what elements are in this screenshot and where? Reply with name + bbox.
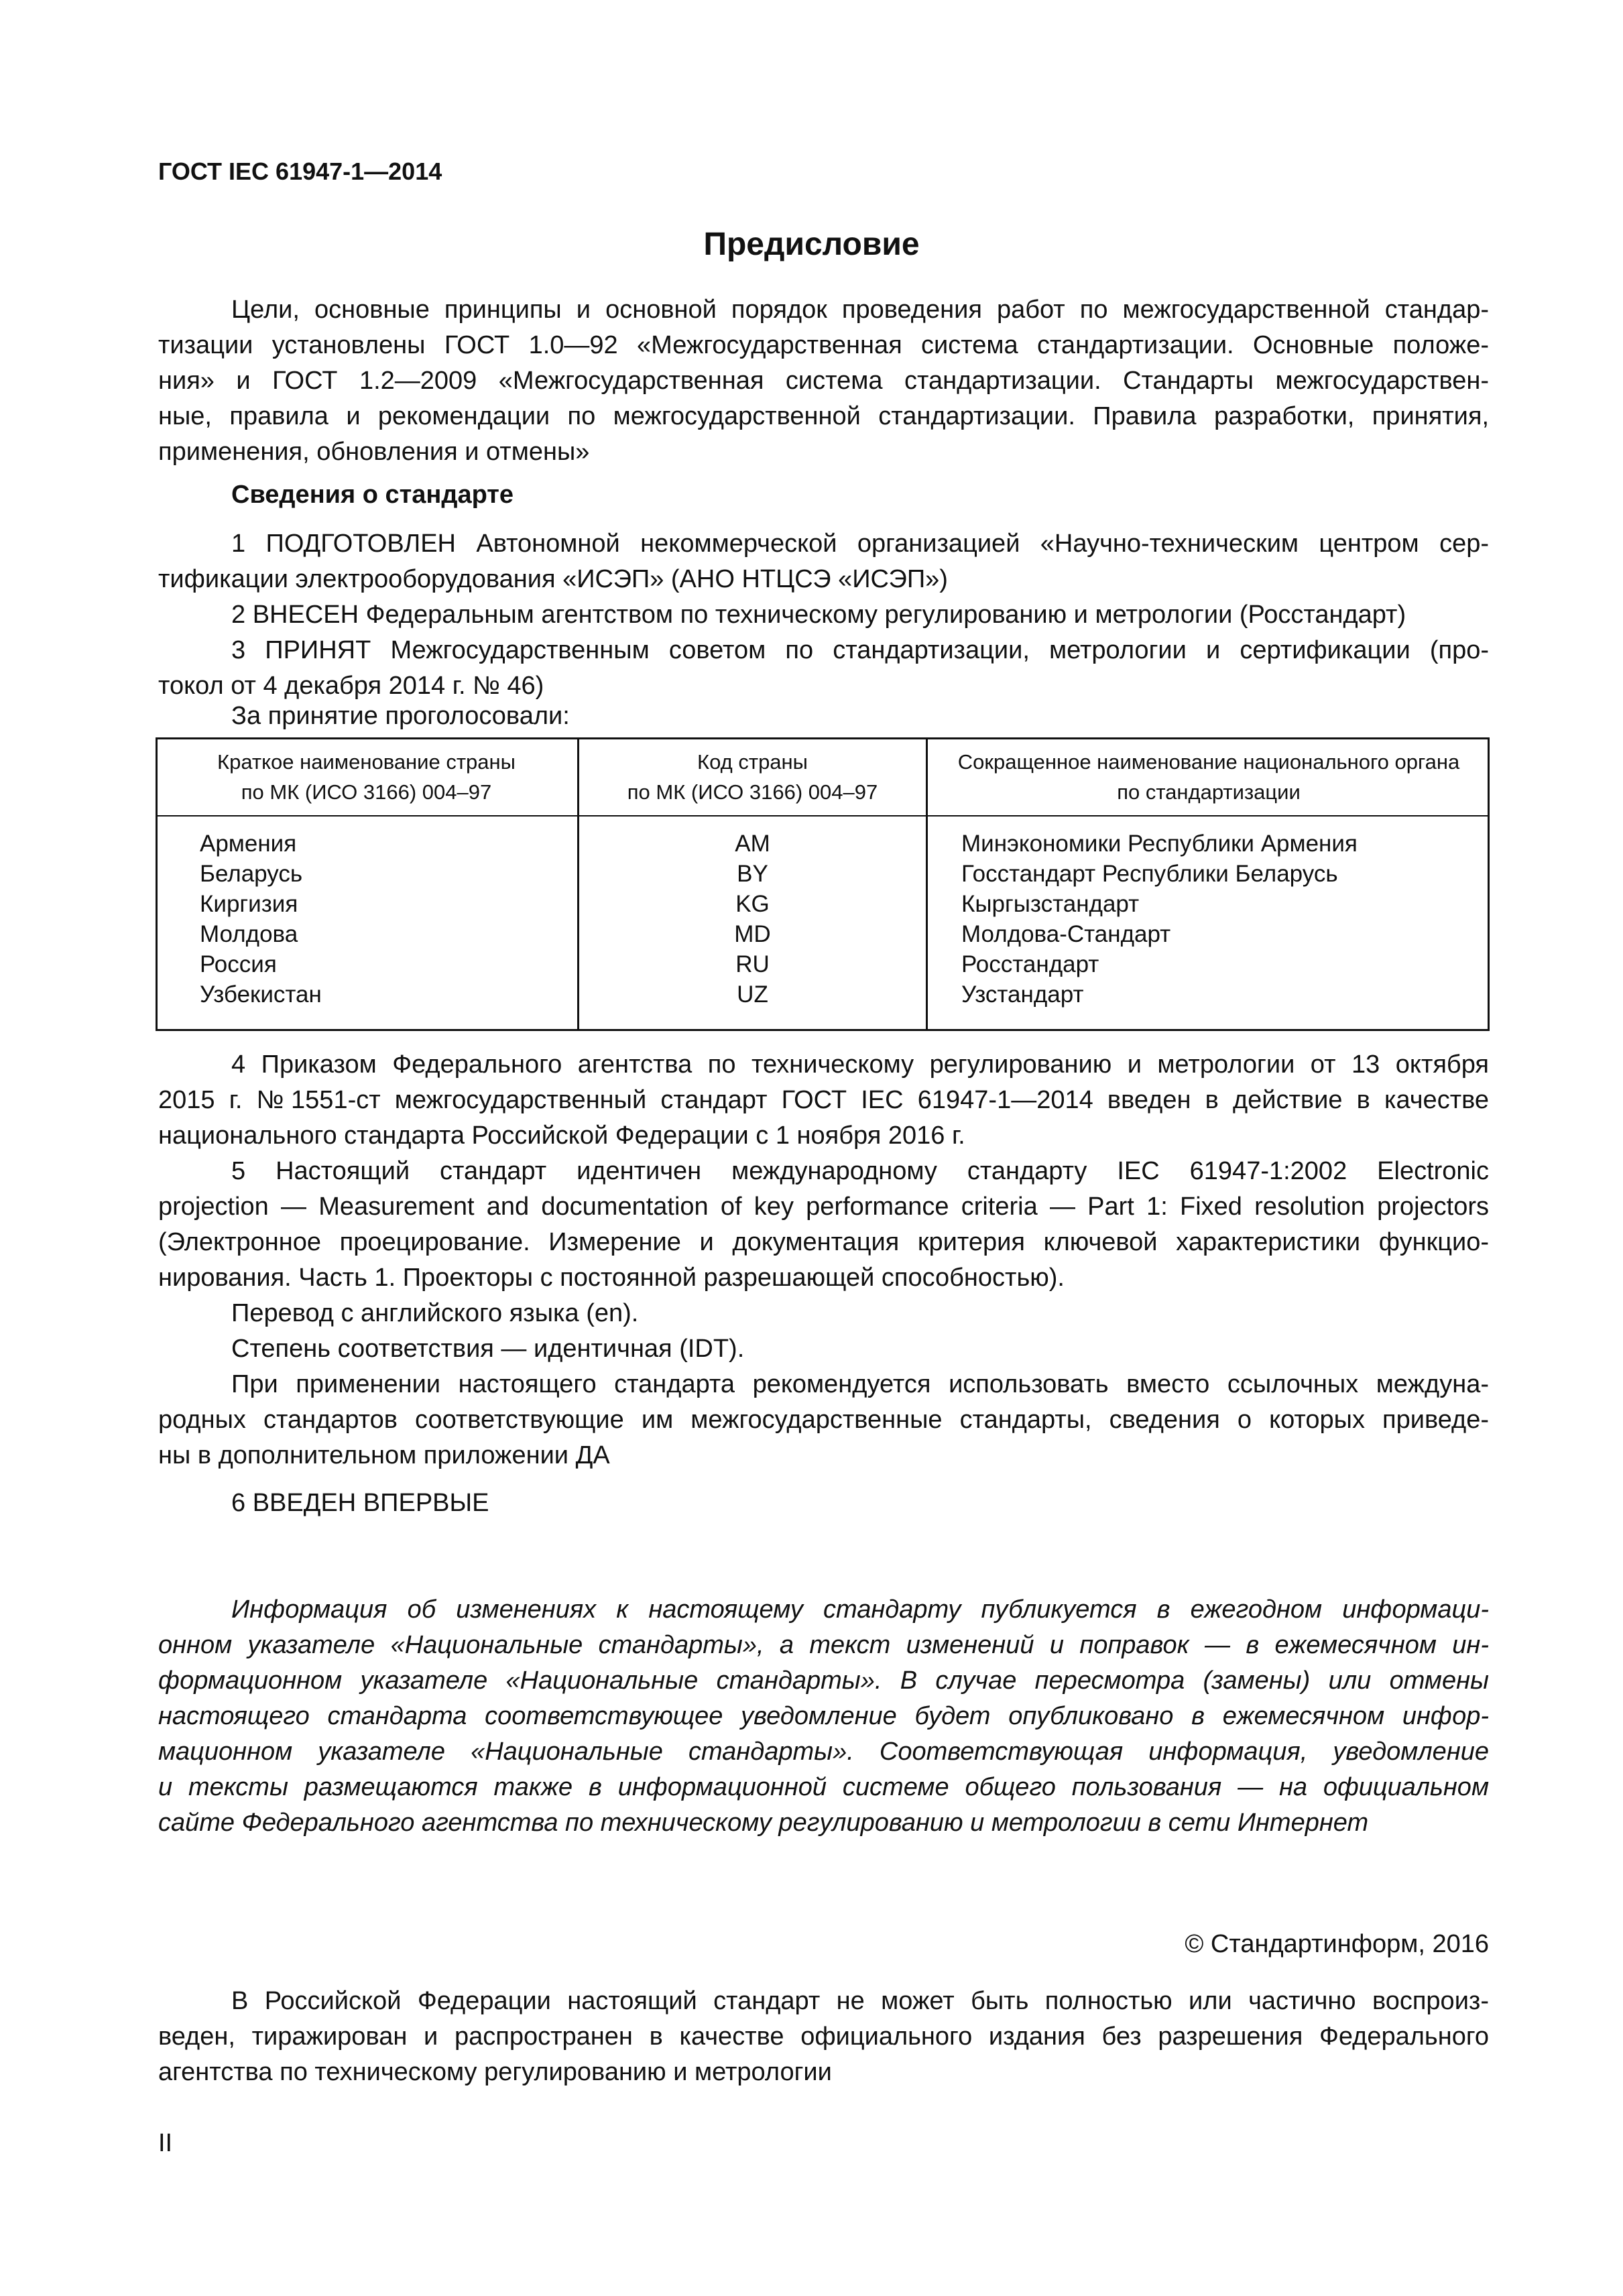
info-line: ны в дополнительном приложении ДА [158,1441,610,1469]
info-line: родных стандартов соответствующие им межгосударственные стандарты, сведения о которых приведе- [158,1406,1489,1434]
table-cell-body: Госстандарт Республики Беларусь [961,861,1338,887]
table-cell-body: Молдова-Стандарт [961,921,1171,947]
table-header-cell: Краткое наименование страны [217,750,516,774]
table-cell-country: Киргизия [200,891,298,917]
info-line: 1 ПОДГОТОВЛЕН Автономной некоммерческой организацией «Научно-техническим центром сер- [231,530,1489,558]
info-line: Перевод с английского языка (en). [231,1299,639,1327]
info-line: национального стандарта Российской Федерации с 1 ноября 2016 г. [158,1122,965,1150]
page-title: Предисловие [703,227,920,262]
info-line: За принятие проголосовали: [231,702,570,730]
notice-line: формационном указателе «Национальные стандарты». В случае пересмотра (замены) или отмены [158,1667,1489,1695]
table-header-cell: Код страны [697,750,808,774]
info-line: 5 Настоящий стандарт идентичен международному стандарту IEC 61947-1:2002 Electronic [231,1157,1489,1185]
notice-line: мационном указателе «Национальные стандарты». Соответствующая информация, уведомление [158,1738,1489,1766]
intro-line: ния» и ГОСТ 1.2—2009 «Межгосударственная система стандартизации. Стандарты межгосударствен- [158,367,1489,395]
info-line: 2015 г. №1551-ст межгосударственный стандарт ГОСТ IEC 61947-1—2014 введен в действие в качестве [158,1086,1489,1114]
table-header-cell: по стандартизации [1117,780,1301,804]
legal-line: агентства по техническому регулированию и метрологии [158,2058,832,2086]
table-cell-body: Минэкономики Республики Армения [961,831,1358,857]
intro-line: тизации установлены ГОСТ 1.0—92 «Межгосударственная система стандартизации. Основные положе- [158,331,1489,359]
table-header-divider [156,815,1490,817]
table-header-cell: по МК (ИСО 3166) 004–97 [241,780,492,804]
table-cell-code: RU [735,951,770,977]
table-cell-code: AM [735,831,770,857]
table-cell-body: Кыргызстандарт [961,891,1140,917]
info-line: тификации электрооборудования «ИСЭП» (АНО НТЦСЭ «ИСЭП») [158,565,948,593]
table-header-cell: по МК (ИСО 3166) 004–97 [627,780,878,804]
copyright-notice: © Стандартинформ, 2016 [1185,1930,1489,1958]
page-number: II [158,2129,173,2157]
info-line: токол от 4 декабря 2014 г. № 46) [158,672,544,700]
table-cell-country: Беларусь [200,861,303,887]
notice-line: сайте Федерального агентства по техническому регулированию и метрологии в сети Интернет [158,1809,1369,1837]
info-line: projection — Measurement and documentation of key performance criteria — Part 1: Fixed resolution projectors [158,1193,1489,1221]
info-line: (Электронное проецирование. Измерение и документация критерия ключевой характеристики функцио- [158,1228,1489,1256]
info-line: При применении настоящего стандарта рекомендуется использовать вместо ссылочных междуна- [231,1370,1489,1398]
intro-line: ные, правила и рекомендации по межгосударственной стандартизации. Правила разработки, принятия, [158,402,1489,430]
table-cell-body: Росстандарт [961,951,1099,977]
table-cell-country: Россия [200,951,277,977]
intro-line: Цели, основные принципы и основной порядок проведения работ по межгосударственной стандар- [231,296,1489,324]
table-cell-code: UZ [737,981,768,1008]
table-cell-country: Узбекистан [200,981,322,1008]
table-cell-country: Молдова [200,921,298,947]
legal-line: веден, тиражирован и распространен в качестве официального издания без разрешения Федерального [158,2022,1489,2051]
info-line: 4 Приказом Федерального агентства по техническому регулированию и метрологии от 13 октября [231,1050,1489,1079]
legal-line: В Российской Федерации настоящий стандарт не может быть полностью или частично воспроиз- [231,1987,1489,2015]
table-cell-country: Армения [200,831,297,857]
info-line: 3 ПРИНЯТ Межгосударственным советом по стандартизации, метрологии и сертификации (про- [231,636,1489,664]
document-number-header: ГОСТ IEC 61947-1—2014 [158,158,442,185]
info-line: 6 ВВЕДЕН ВПЕРВЫЕ [231,1489,489,1517]
notice-line: онном указателе «Национальные стандарты», а текст изменений и поправок — в ежемесячном ин- [158,1631,1489,1659]
table-header-cell: Сокращенное наименование национального органа [957,750,1460,774]
info-line: Степень соответствия — идентичная (IDT). [231,1335,745,1363]
notice-line: настоящего стандарта соответствующее уведомление будет опубликовано в ежемесячном инфор- [158,1702,1489,1730]
table-cell-code: MD [734,921,771,947]
notice-line: и тексты размещаются также в информационной системе общего пользования — на официальном [158,1773,1489,1801]
info-line: 2 ВНЕСЕН Федеральным агентством по техническому регулированию и метрологии (Росстандарт) [231,601,1406,629]
intro-line: применения, обновления и отмены» [158,438,590,466]
notice-line: Информация об изменениях к настоящему стандарту публикуется в ежегодном информаци- [231,1595,1489,1624]
table-cell-code: KG [735,891,770,917]
section-subheading: Сведения о стандарте [231,481,514,509]
table-cell-body: Узстандарт [961,981,1084,1008]
table-cell-code: BY [737,861,768,887]
info-line: нирования. Часть 1. Проекторы с постоянной разрешающей способностью). [158,1264,1065,1292]
